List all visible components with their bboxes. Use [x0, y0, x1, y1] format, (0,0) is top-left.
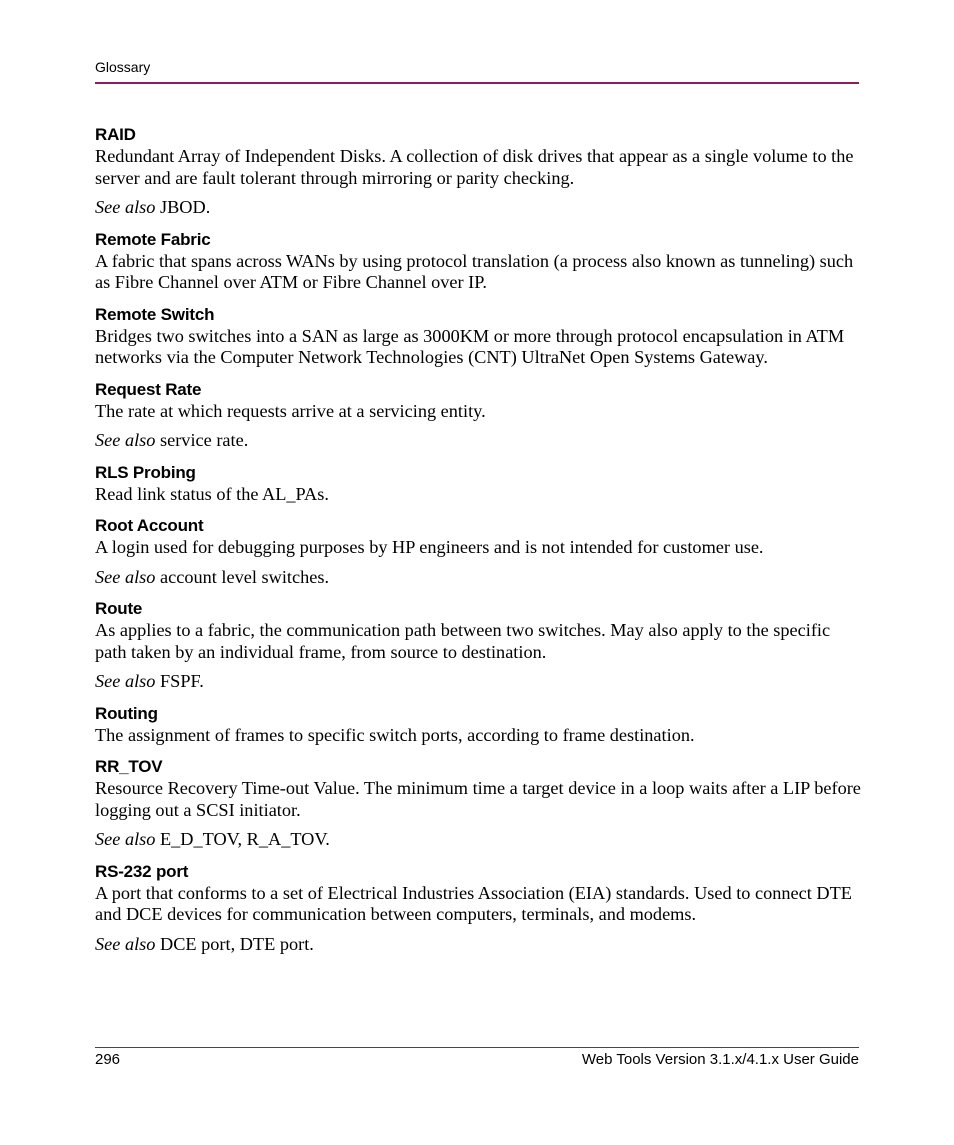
glossary-entry: [95, 756, 861, 851]
running-header: Glossary: [95, 59, 151, 75]
glossary-definition: The assignment of frames to specific switch ports, according to frame destination.: [95, 724, 695, 745]
glossary-definition: Resource Recovery Time-out Value. The minimum time a target device in a loop waits after a LIP before logging out a SCSI initiator.: [95, 778, 861, 820]
see-also: [95, 829, 861, 851]
glossary-term: Request Rate: [95, 379, 202, 399]
header-divider: [95, 82, 859, 84]
glossary-entry: [95, 703, 861, 747]
see-also-prefix: See also: [95, 933, 156, 954]
glossary-term: Remote Fabric: [95, 229, 211, 249]
see-also-target: FSPF.: [155, 671, 204, 691]
see-also-prefix: See also: [95, 829, 156, 849]
glossary-term: RAID: [95, 125, 136, 144]
page-number: 296: [95, 1051, 121, 1068]
see-also: [95, 934, 861, 956]
glossary-entry: [95, 229, 861, 294]
see-also-prefix: See also: [95, 671, 156, 691]
see-also-prefix: See also: [95, 566, 156, 587]
glossary-term: RS-232 port: [95, 861, 189, 881]
glossary-list: [95, 124, 861, 955]
glossary-entry: [95, 861, 861, 956]
see-also: [95, 197, 861, 219]
glossary-entry: [95, 462, 861, 506]
see-also-prefix: See also: [95, 197, 156, 217]
see-also-target: service rate.: [155, 430, 249, 450]
glossary-definition: Redundant Array of Independent Disks. A collection of disk drives that appear as a single volume to the server and are fault tolerant through mirroring or parity checking.: [95, 146, 854, 188]
glossary-definition: Read link status of the AL_PAs.: [95, 483, 329, 504]
glossary-entry: [95, 124, 861, 219]
see-also: [95, 671, 861, 693]
glossary-entry: [95, 304, 861, 369]
glossary-definition: The rate at which requests arrive at a servicing entity.: [95, 400, 486, 421]
see-also-target: JBOD.: [155, 197, 211, 217]
glossary-term: RR_TOV: [95, 757, 163, 776]
glossary-entry: [95, 598, 861, 693]
glossary-entry: [95, 379, 861, 452]
see-also-prefix: See also: [95, 430, 156, 450]
glossary-definition: Bridges two switches into a SAN as large as 3000KM or more through protocol encapsulation in ATM networks via the Computer Network Technologies (CNT) UltraNet Open Systems Gateway.: [95, 325, 845, 367]
glossary-term: Root Account: [95, 516, 204, 535]
see-also-target: account level switches.: [155, 566, 330, 587]
see-also: [95, 567, 861, 589]
glossary-definition: A fabric that spans across WANs by using protocol translation (a process also known as tunneling) such as Fibre Channel over ATM or Fibre Channel over IP.: [95, 250, 854, 292]
guide-title: Web Tools Version 3.1.x/4.1.x User Guide: [581, 1051, 859, 1068]
see-also-target: E_D_TOV, R_A_TOV.: [155, 829, 330, 849]
glossary-term: Route: [95, 599, 143, 618]
footer-divider: [95, 1047, 859, 1048]
glossary-definition: A login used for debugging purposes by HP engineers and is not intended for customer use.: [95, 537, 764, 557]
see-also: [95, 430, 861, 452]
glossary-definition: As applies to a fabric, the communication path between two switches. May also apply to the specific path taken by an individual frame, from source to destination.: [95, 620, 831, 662]
glossary-term: Remote Switch: [95, 304, 215, 324]
see-also-target: DCE port, DTE port.: [155, 933, 314, 954]
glossary-term: Routing: [95, 703, 158, 723]
glossary-definition: A port that conforms to a set of Electrical Industries Association (EIA) standards. Used to connect DTE and DCE devices for communication between computers, terminals, and modems.: [95, 882, 852, 924]
glossary-entry: [95, 515, 861, 588]
glossary-term: RLS Probing: [95, 462, 196, 482]
